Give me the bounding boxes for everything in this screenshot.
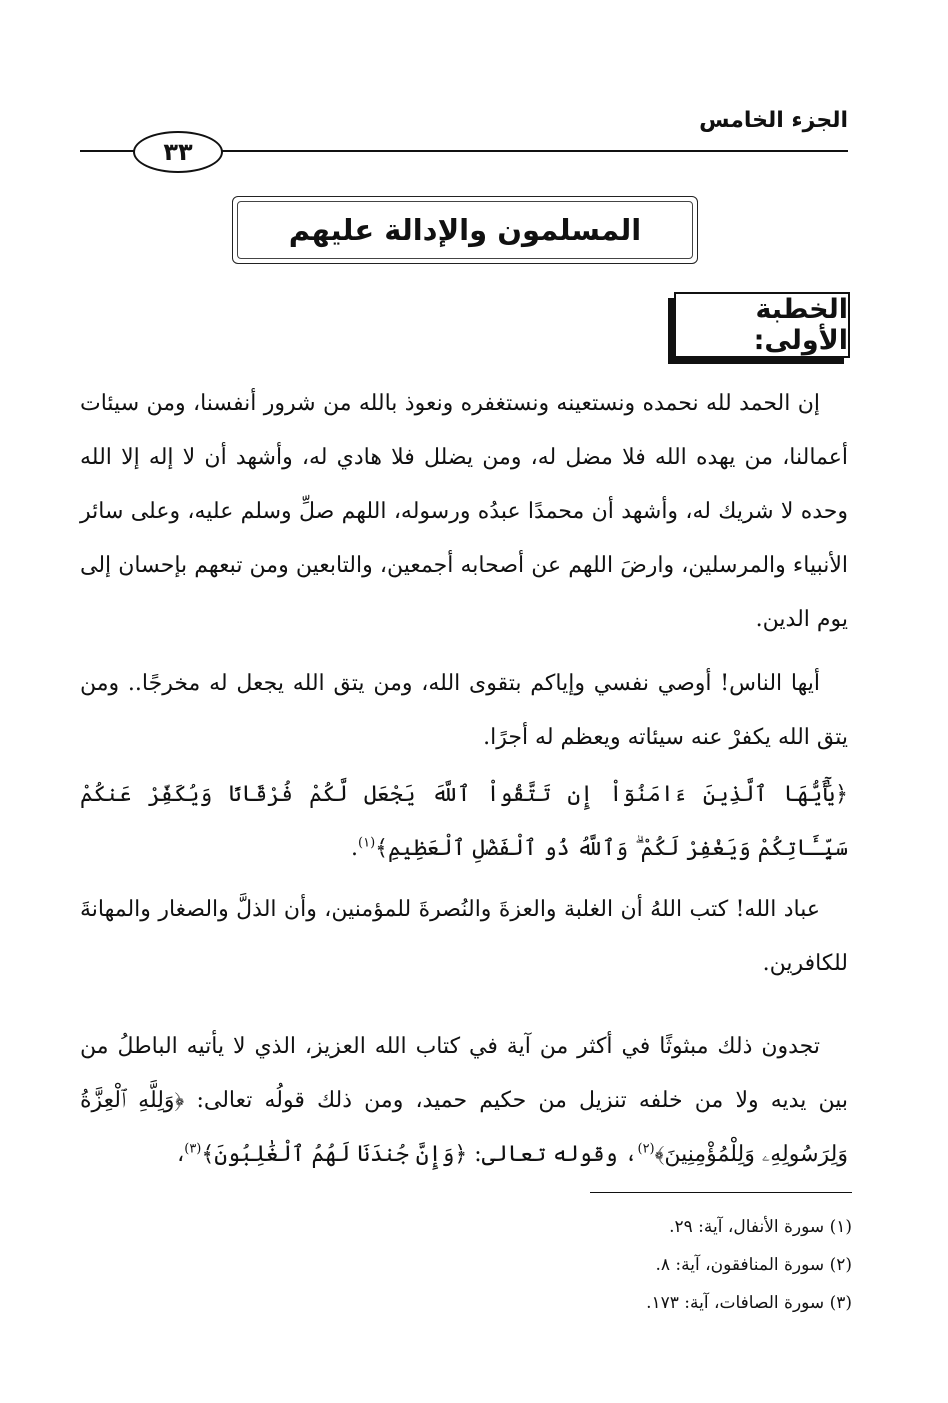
footnote-item: (١) سورة الأنفال، آية: ٢٩. [669,1217,852,1237]
quran-verse: ﴿يَٰٓأَيُّهَا ٱلَّذِينَ ءَامَنُوٓاْ إِن تَتَّقُواْ ٱللَّهَ يَجْعَل لَّكُمْ فُرْقَانًا وَيُكَفِّرْ عَنكُمْ سَيِّـَٔاتِكُمْ وَيَغْفِرْ لَكُمْ ۗ وَٱللَّهُ ذُو ٱلْفَضْلِ ٱلْعَظِيمِ﴾ [80,782,848,861]
page-number: ٣٣ [133,131,223,173]
paragraph-text: إن الحمد لله نحمده ونستعينه ونستغفره ونعوذ بالله من شرور أنفسنا، ومن سيئات أعمالنا، من يهده الله فلا مضل له، ومن يضلل فلا هادي له، وأشهد أن لا إله إلا الله وحده لا شريك له، وأشهد أن محمدًا عبدُه ورسوله، اللهم صلِّ وسلم عليه، وعلى سائر الأنبياء والمرسلين، وارضَ اللهم عن أصحابه أجمعين، والتابعين ومن تبعهم بإحسان إلى يوم الدين. [80,391,848,632]
header-rule [220,150,848,152]
footnote-item: (٢) سورة المنافقون، آية: ٨. [655,1255,852,1275]
section-heading: الخطبة الأولى: [753,294,848,356]
paragraph-victory [80,883,848,991]
footnote-item: (٣) سورة الصافات، آية: ١٧٣. [646,1293,852,1313]
header-rule-left [80,150,136,152]
paragraph-text: تجدون ذلك مبثوثًا في أكثر من آية في كتاب الله العزيز، الذي لا يأتيه الباطلُ من بين يديه ولا من خلفه تنزيل من حكيم حميد، ومن ذلك قولُه تعالى: [80,1034,848,1113]
section-heading-box [674,292,850,358]
quran-verse: ﴿وَلِلَّهِ ٱلْعِزَّةُ وَلِرَسُولِهِۦ وَلِلْمُؤْمِنِينَ﴾ [80,1088,848,1167]
footnote-ref: (٢) [637,1141,655,1157]
punctuation: . [351,836,358,861]
paragraph-verse-anfal [80,768,848,876]
quran-verse: ﴿وَإِنَّ جُندَنَا لَهُمُ ٱلْغَٰلِبُونَ﴾ [201,1142,468,1167]
paragraph-text: أيها الناس! أوصي نفسي وإياكم بتقوى الله، ومن يتق الله يجعل له مخرجًا.. ومن يتق الله يكفرْ عنه سيئاته ويعظم له أجرًا. [80,671,848,750]
paragraph-text: عباد الله! كتب اللهُ أن الغلبة والعزةَ والنُصرةَ للمؤمنين، وأن الذلَّ والصغار والمهانةَ للكافرين. [80,897,848,976]
paragraph-opening-praise [80,377,848,647]
footnote-separator [590,1192,852,1193]
footnotes [352,1208,852,1322]
footnote-ref: (٣) [184,1141,202,1157]
running-header-title: الجزء الخامس [699,108,848,133]
chapter-title: المسلمون والإدالة عليهم [288,213,642,247]
footnote-ref: (١) [358,835,376,851]
chapter-title-frame [232,196,698,264]
connector-text: ، وقوله تعالى: [474,1142,638,1167]
punctuation: ، [177,1142,185,1167]
paragraph-exhortation [80,657,848,765]
paragraph-evidence [80,1020,848,1182]
